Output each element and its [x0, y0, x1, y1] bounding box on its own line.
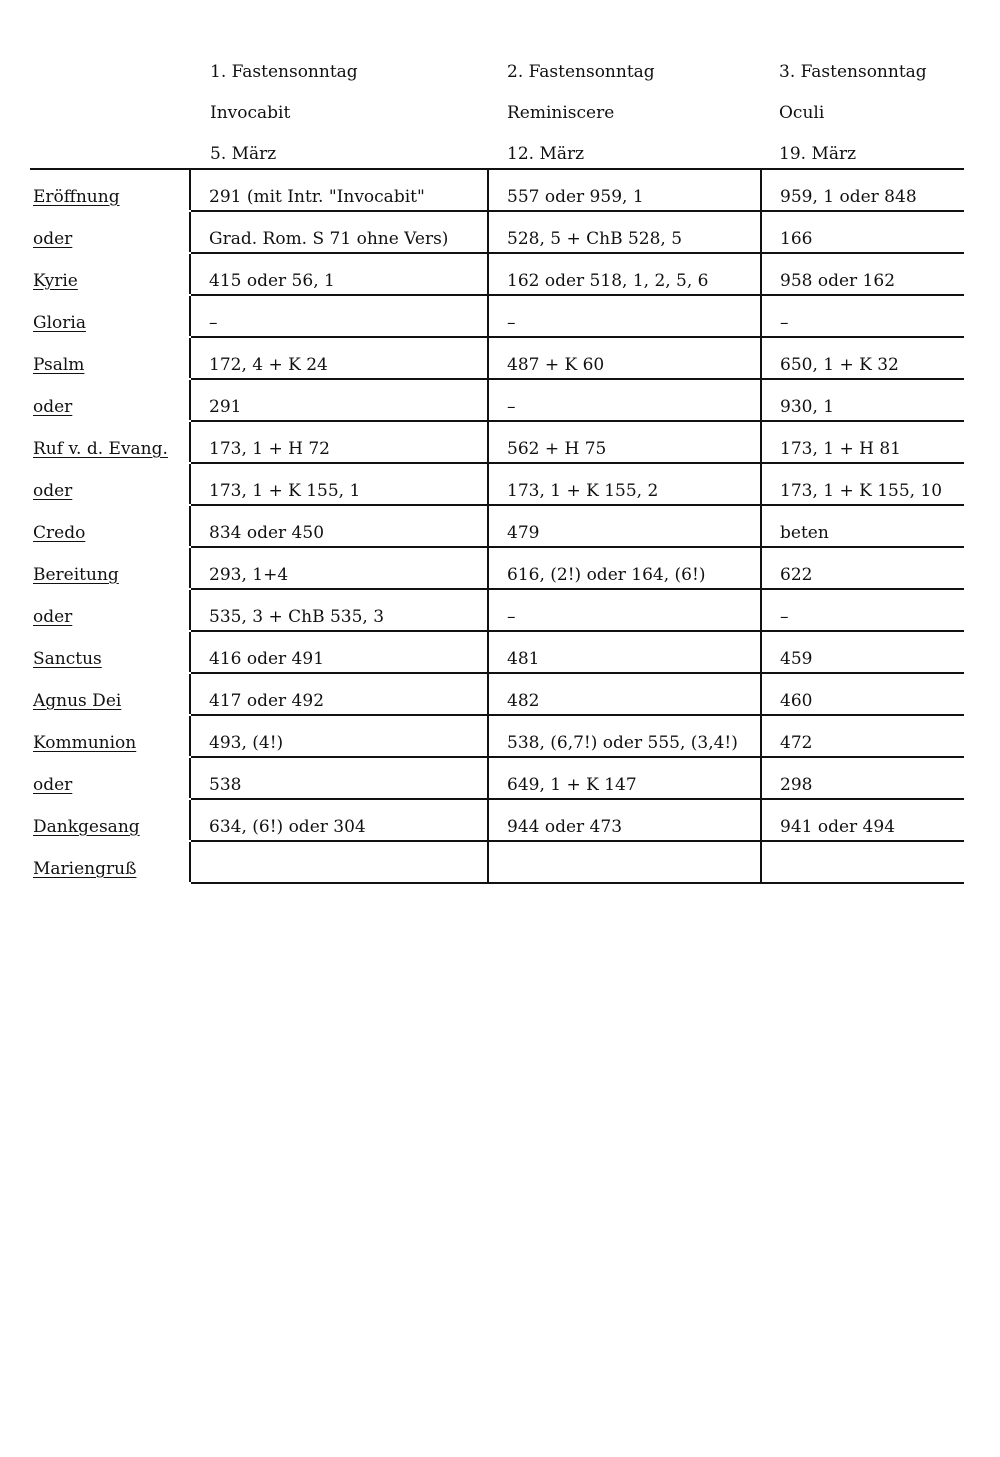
table-row	[30, 799, 964, 841]
table-row	[30, 211, 964, 253]
cell-sunday-2: 649, 1 + K 147	[488, 757, 761, 799]
cell-sunday-3: 173, 1 + H 81	[761, 421, 964, 463]
cell-sunday-1: 173, 1 + H 72	[190, 421, 488, 463]
cell-sunday-1: Grad. Rom. S 71 ohne Vers)	[190, 211, 488, 253]
cell-sunday-3: 298	[761, 757, 964, 799]
hymn-plan-table	[30, 168, 964, 884]
cell-sunday-3: –	[761, 295, 964, 337]
column-headers	[0, 58, 1000, 168]
cell-sunday-2: 173, 1 + K 155, 2	[488, 463, 761, 505]
cell-sunday-2: 557 oder 959, 1	[488, 169, 761, 211]
header-title: 1. Fastensonntag	[210, 62, 358, 82]
header-title: 2. Fastensonntag	[507, 62, 655, 82]
row-label: oder	[33, 397, 73, 417]
table-row	[30, 715, 964, 757]
cell-sunday-1: 291 (mit Intr. "Invocabit"	[190, 169, 488, 211]
cell-sunday-3: 650, 1 + K 32	[761, 337, 964, 379]
header-sunday-name: Invocabit	[210, 103, 291, 123]
cell-sunday-1: 538	[190, 757, 488, 799]
cell-sunday-3: 958 oder 162	[761, 253, 964, 295]
cell-sunday-2: –	[488, 295, 761, 337]
row-label: Eröffnung	[30, 169, 190, 211]
row-label: oder	[33, 775, 73, 795]
row-label: oder	[33, 481, 73, 501]
row-label: Bereitung	[33, 565, 119, 585]
row-label: Psalm	[33, 355, 85, 375]
cell-sunday-1: 291	[190, 379, 488, 421]
header-sunday-name: Reminiscere	[507, 103, 615, 123]
header-column-3	[779, 58, 1000, 181]
cell-sunday-3: 930, 1	[761, 379, 964, 421]
cell-sunday-2: 562 + H 75	[488, 421, 761, 463]
table-row	[30, 505, 964, 547]
header-column-1	[210, 58, 470, 181]
cell-sunday-3: –	[761, 589, 964, 631]
table-row	[30, 169, 964, 211]
cell-sunday-1: 416 oder 491	[190, 631, 488, 673]
row-label: oder	[33, 607, 73, 627]
cell-sunday-2: 528, 5 + ChB 528, 5	[488, 211, 761, 253]
cell-sunday-2: 481	[488, 631, 761, 673]
table-row	[30, 547, 964, 589]
cell-sunday-3: 166	[761, 211, 964, 253]
cell-sunday-2: –	[488, 589, 761, 631]
table-row	[30, 421, 964, 463]
cell-sunday-2: 482	[488, 673, 761, 715]
cell-sunday-3: 622	[761, 547, 964, 589]
cell-sunday-3	[761, 841, 964, 883]
row-label: Kyrie	[33, 271, 78, 291]
cell-sunday-2	[488, 841, 761, 883]
cell-sunday-3: 459	[761, 631, 964, 673]
row-label: Gloria	[33, 313, 86, 333]
row-label: Credo	[33, 523, 86, 543]
table-row	[30, 589, 964, 631]
table-row	[30, 337, 964, 379]
row-label: oder	[33, 229, 73, 249]
table-row	[30, 673, 964, 715]
row-label: Mariengruß	[33, 859, 137, 879]
header-sunday-name: Oculi	[779, 103, 825, 123]
header-date: 19. März	[779, 144, 857, 164]
cell-sunday-3: 941 oder 494	[761, 799, 964, 841]
table-row	[30, 379, 964, 421]
cell-sunday-1: 493, (4!)	[190, 715, 488, 757]
cell-sunday-3: 959, 1 oder 848	[761, 169, 964, 211]
cell-sunday-2: 538, (6,7!) oder 555, (3,4!)	[488, 715, 761, 757]
cell-sunday-1: 415 oder 56, 1	[190, 253, 488, 295]
cell-sunday-1: 172, 4 + K 24	[190, 337, 488, 379]
cell-sunday-1: 834 oder 450	[190, 505, 488, 547]
table-row	[30, 463, 964, 505]
cell-sunday-3: 173, 1 + K 155, 10	[761, 463, 964, 505]
cell-sunday-1: 293, 1+4	[190, 547, 488, 589]
cell-sunday-1	[190, 841, 488, 883]
row-label: Ruf v. d. Evang.	[33, 439, 168, 459]
cell-sunday-1: 634, (6!) oder 304	[190, 799, 488, 841]
cell-sunday-1: 535, 3 + ChB 535, 3	[190, 589, 488, 631]
table-row	[30, 295, 964, 337]
row-label: Kommunion	[33, 733, 137, 753]
header-title: 3. Fastensonntag	[779, 62, 927, 82]
cell-sunday-2: 162 oder 518, 1, 2, 5, 6	[488, 253, 761, 295]
cell-sunday-2: 616, (2!) oder 164, (6!)	[488, 547, 761, 589]
row-label: Dankgesang	[33, 817, 140, 837]
table-row	[30, 841, 964, 883]
header-date: 5. März	[210, 144, 277, 164]
cell-sunday-3: 460	[761, 673, 964, 715]
table-row	[30, 757, 964, 799]
cell-sunday-1: 417 oder 492	[190, 673, 488, 715]
cell-sunday-2: 487 + K 60	[488, 337, 761, 379]
row-label: Agnus Dei	[33, 691, 122, 711]
cell-sunday-2: –	[488, 379, 761, 421]
cell-sunday-3: 472	[761, 715, 964, 757]
cell-sunday-2: 479	[488, 505, 761, 547]
cell-sunday-1: 173, 1 + K 155, 1	[190, 463, 488, 505]
table-row	[30, 253, 964, 295]
table-row	[30, 631, 964, 673]
row-label: Sanctus	[33, 649, 102, 669]
cell-sunday-2: 944 oder 473	[488, 799, 761, 841]
cell-sunday-3: beten	[761, 505, 964, 547]
cell-sunday-1: –	[190, 295, 488, 337]
header-date: 12. März	[507, 144, 585, 164]
header-column-2	[507, 58, 767, 181]
